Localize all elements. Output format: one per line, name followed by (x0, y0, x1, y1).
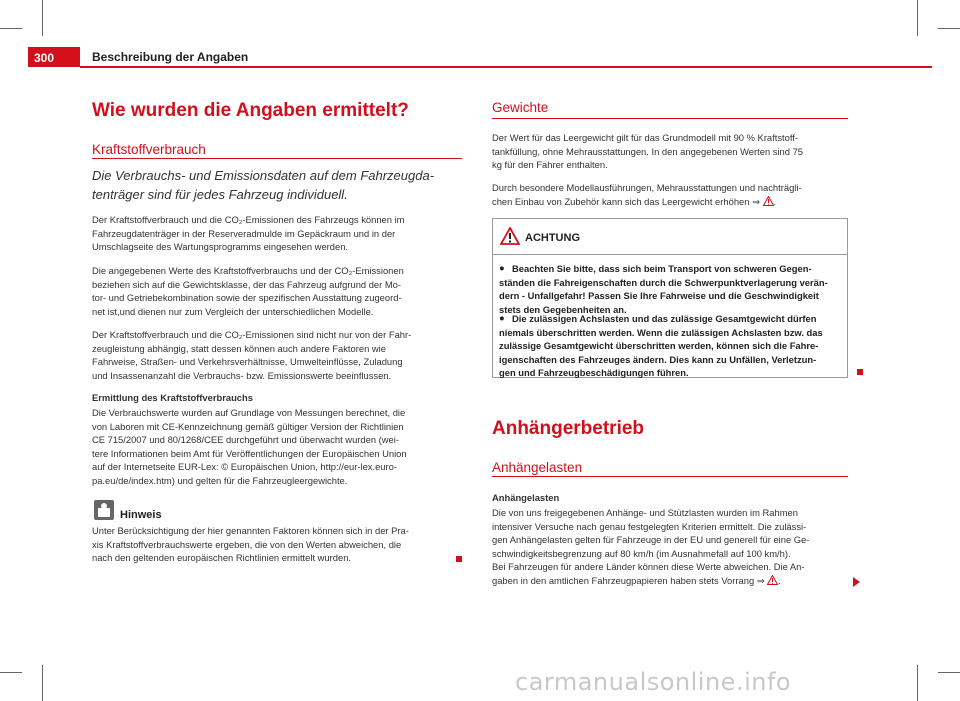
subheading: Ermittlung des Kraftstoffverbrauchs (92, 392, 253, 403)
paragraph: Der Kraftstoffverbrauch und die CO₂-Emissionen des Fahrzeugs können im Fahrzeugdatenträger in der Reserveradmulde im Gepäckraum und in der Umschlagseite des Wartungsprogramms eingesehen werden. (92, 214, 405, 253)
warning-triangle-icon (500, 227, 520, 245)
section-rule (492, 476, 848, 477)
main-heading: Anhängerbetrieb (492, 418, 645, 439)
header-rule (80, 66, 932, 68)
warning-triangle-icon[interactable] (763, 196, 774, 206)
warning-title: ACHTUNG (525, 232, 580, 244)
lead-text: Die Verbrauchs- und Emissionsdaten auf dem Fahrzeugda- tenträger sind für jedes Fahrzeug individuell. (92, 168, 435, 202)
page-number: 300 (28, 47, 80, 67)
section-heading: Kraftstoffverbrauch (92, 142, 206, 157)
section-rule (492, 118, 848, 119)
crop-mark (42, 0, 43, 36)
hint-title: Hinweis (120, 509, 162, 521)
section-rule (92, 158, 462, 159)
warning-item-cont: niemals überschritten werden. Wenn die zulässigen Achslasten bzw. das zulässige Gesamtgewicht überschritten werden, können sich die Fahre- igenschaften des Fahrzeuges ändern. Dies kann zu Unfällen, Verletzun- gen und Fahrzeugbeschädigungen führen. (499, 326, 823, 379)
paragraph: Die Verbrauchswerte wurden auf Grundlage von Messungen berechnet, die von Laboren mit CE-Kennzeichnung gemäß gültiger Version der Richtlinien CE 715/2007 und 80/1268/CEE durchgeführt und überwacht wurden (wei- tere Informationen beim Amt für Veröffentlichungen der Europäischen Union auf der Internetseite EUR-Lex: © Europäischen Union, http://eur-lex.euro- pa.eu/de/index.htm) und gelten für die Fahrzeugleergewichte. (92, 407, 407, 486)
crop-mark (0, 28, 22, 29)
paragraph: Durch besondere Modellausführungen, Mehrausstattungen und nachträgli- chen Einbau von Zubehör kann sich das Leergewicht erhöhen ⇒ . (492, 182, 802, 207)
section-heading: Gewichte (492, 100, 549, 115)
main-heading: Wie wurden die Angaben ermittelt? (92, 100, 409, 121)
warning-item: Die zulässigen Achslasten und das zulässige Gesamtgewicht dürfen (512, 313, 817, 324)
hint-text: Unter Berücksichtigung der hier genannten Faktoren können sich in der Pra- xis Kraftstoffverbrauchswerte ergeben, die von den Werten abweichen, die nach den geltenden europäischen Richtlinien ermittelt wurden. (92, 525, 409, 564)
paragraph: Der Kraftstoffverbrauch und die CO₂-Emissionen sind nicht nur von der Fahr- zeugleistung abhängig, statt dessen können auch andere Faktoren wie Fahrweise, Straßen- und Verkehrsverhältnisse, Umwelteinflüsse, Zuladung und Insassenanzahl die Verbrauchs- bzw. Emissionswerte beeinflussen. (92, 329, 412, 381)
crop-mark (42, 665, 43, 701)
hint-icon (94, 500, 114, 520)
paragraph: Die angegebenen Werte des Kraftstoffverbrauchs und der CO₂-Emissionen beziehen sich auf die Gewichtsklasse, der das Fahrzeug aufgrund der Mo- tor- und Getriebekombination sowie der spezifischen Ausstattung zugeord- net ist,und dienen nur zum Vergleich der unterschiedlichen Modelle. (92, 265, 404, 317)
paragraph: Der Wert für das Leergewicht gilt für das Grundmodell mit 90 % Kraftstoff- tankfüllung, ohne Mehrausstattungen. In den angegebenen Werten sind 75 kg für den Fahrer enthalten. (492, 132, 803, 171)
subheading: Anhängelasten (492, 492, 560, 503)
crop-mark (917, 0, 918, 36)
warning-triangle-icon[interactable] (767, 575, 778, 585)
section-end-marker (857, 369, 863, 375)
continue-arrow-icon (853, 577, 860, 587)
crop-mark (0, 672, 22, 673)
warning-item: Beachten Sie bitte, dass sich beim Transport von schweren Gegen- (512, 263, 812, 274)
section-end-marker (456, 556, 462, 562)
bullet: ● (499, 312, 505, 323)
warning-item-cont: ständen die Fahreigenschaften durch die Schwerpunktverlagerung verän- dern - Unfallgefahr! Passen Sie Ihre Fahrweise und die Geschwindigkeit stets den Gegebenheiten an. (499, 276, 828, 315)
crop-mark (938, 672, 960, 673)
header-title: Beschreibung der Angaben (92, 50, 249, 64)
section-heading: Anhängelasten (492, 460, 583, 475)
crop-mark (938, 28, 960, 29)
crop-mark (917, 665, 918, 701)
bullet: ● (499, 262, 505, 273)
paragraph: Die von uns freigegebenen Anhänge- und Stützlasten wurden im Rahmen intensiver Versuche nach genau festgelegten Kriterien ermittelt. Die zulässi- gen Anhängelasten gelten für Fahrzeuge in der EU und generell für eine Ge- schwindigkeitsbegrenzung auf 80 km/h (im Ausnahmefall auf 100 km/h). Bei Fahrzeugen für andere Länder können diese Werte abweichen. Die An- gaben in den amtlichen Fahrzeugpapieren haben stets Vorrang ⇒ . (492, 507, 810, 586)
watermark: carmanualsonline.info (515, 668, 792, 696)
